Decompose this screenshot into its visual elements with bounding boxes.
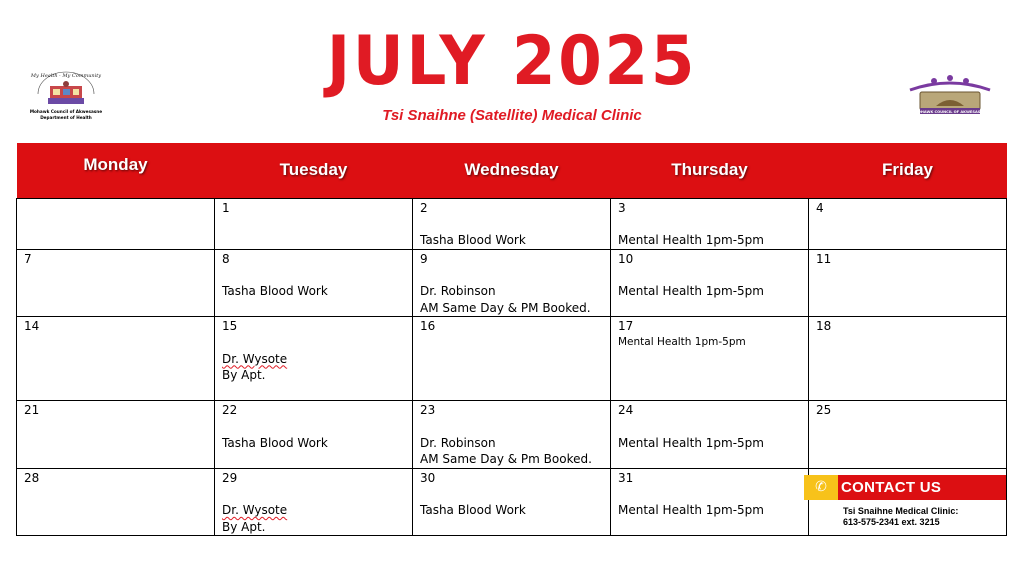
event-text: Mental Health 1pm-5pm (618, 435, 764, 450)
day-cell (17, 249, 215, 317)
event-text: Tasha Blood Work (222, 435, 328, 450)
contact-heading: CONTACT US (841, 478, 942, 496)
week-row (17, 249, 1007, 317)
day-cell (413, 317, 611, 401)
event-text: Mental Health 1pm-5pm (618, 233, 764, 247)
day-cell (809, 401, 1007, 469)
day-number: 30 (420, 470, 436, 485)
day-cell (611, 401, 809, 469)
day-number: 15 (222, 319, 238, 333)
event-text: Mental Health 1pm-5pm (618, 335, 746, 348)
day-number: 4 (816, 200, 824, 215)
day-number: 2 (420, 200, 428, 215)
weekday-header-monday: Monday (17, 143, 215, 198)
event-text: Dr. Robinson (420, 435, 496, 450)
event-text: Tasha Blood Work (420, 233, 526, 247)
health-department-logo (28, 68, 104, 124)
event-text: Tasha Blood Work (222, 284, 328, 298)
day-cell (215, 468, 413, 536)
svg-text:Department of Health: Department of Health (40, 115, 92, 120)
event-text: Dr. Wysote (222, 351, 288, 366)
contact-phone: 613-575-2341 ext. 3215 (843, 516, 940, 527)
week-row (17, 317, 1007, 401)
event-text: Dr. Robinson (420, 284, 496, 298)
page-title: JULY 2025 (326, 22, 698, 101)
day-cell (413, 198, 611, 249)
event-text: AM Same Day & Pm Booked. (420, 452, 592, 466)
event-text: By Apt. (222, 368, 266, 382)
day-number: 7 (24, 251, 32, 266)
day-number: 1 (222, 200, 230, 215)
event-text: AM Same Day & PM Booked. (420, 300, 591, 315)
contact-box (809, 468, 1007, 536)
weekday-header-thursday: Thursday (611, 143, 809, 198)
day-cell (17, 401, 215, 469)
day-cell (215, 198, 413, 249)
day-cell (809, 198, 1007, 249)
weekday-header-tuesday: Tuesday (215, 143, 413, 198)
weekday-header-wednesday: Wednesday (413, 143, 611, 198)
day-number: 10 (618, 251, 634, 266)
contact-details (843, 506, 1003, 528)
svg-text:My Health · My Community: My Health · My Community (30, 73, 102, 79)
council-logo (906, 72, 994, 118)
event-text: Mental Health 1pm-5pm (618, 284, 764, 298)
day-cell (17, 468, 215, 536)
day-number: 24 (618, 403, 634, 417)
weekday-header-row (17, 143, 1007, 198)
day-cell (413, 468, 611, 536)
day-number: 28 (24, 470, 40, 485)
day-cell (215, 317, 413, 401)
calendar-table (16, 143, 1007, 536)
day-number: 14 (24, 319, 40, 333)
day-cell (215, 249, 413, 317)
weekday-header-friday: Friday (809, 143, 1007, 198)
day-cell (413, 249, 611, 317)
day-cell (809, 249, 1007, 317)
day-cell (611, 317, 809, 401)
week-row (17, 468, 1007, 536)
day-cell (809, 317, 1007, 401)
svg-text:Mohawk Council of Akwesasne: Mohawk Council of Akwesasne (29, 109, 103, 114)
day-number: 25 (816, 403, 832, 417)
phone-icon: ✆ (804, 475, 838, 500)
contact-clinic-name: Tsi Snaihne Medical Clinic: (843, 505, 959, 516)
day-cell (17, 198, 215, 249)
event-text: By Apt. (222, 519, 266, 534)
day-number: 21 (24, 403, 40, 417)
contact-banner (804, 475, 1006, 500)
svg-text:MOHAWK COUNCIL OF AKWESASNE: MOHAWK COUNCIL OF AKWESASNE (914, 109, 986, 114)
day-number: 18 (816, 319, 832, 333)
day-number: 3 (618, 200, 626, 215)
week-row (17, 401, 1007, 469)
day-number: 31 (618, 470, 634, 485)
day-cell (215, 401, 413, 469)
event-text: Tasha Blood Work (420, 503, 526, 517)
day-number: 8 (222, 251, 230, 266)
day-number: 23 (420, 403, 436, 417)
day-number: 17 (618, 319, 634, 333)
day-cell (17, 317, 215, 401)
event-text: Mental Health 1pm-5pm (618, 503, 764, 517)
day-number: 22 (222, 403, 238, 417)
page-subtitle: Tsi Snaihne (Satellite) Medical Clinic (382, 107, 642, 124)
day-cell (611, 468, 809, 536)
day-number: 11 (816, 251, 832, 266)
day-number: 16 (420, 319, 436, 333)
day-number: 9 (420, 251, 428, 266)
day-number: 29 (222, 470, 238, 485)
day-cell (611, 198, 809, 249)
week-row (17, 198, 1007, 249)
day-cell (611, 249, 809, 317)
day-cell (413, 401, 611, 469)
event-text: Dr. Wysote (222, 503, 288, 517)
